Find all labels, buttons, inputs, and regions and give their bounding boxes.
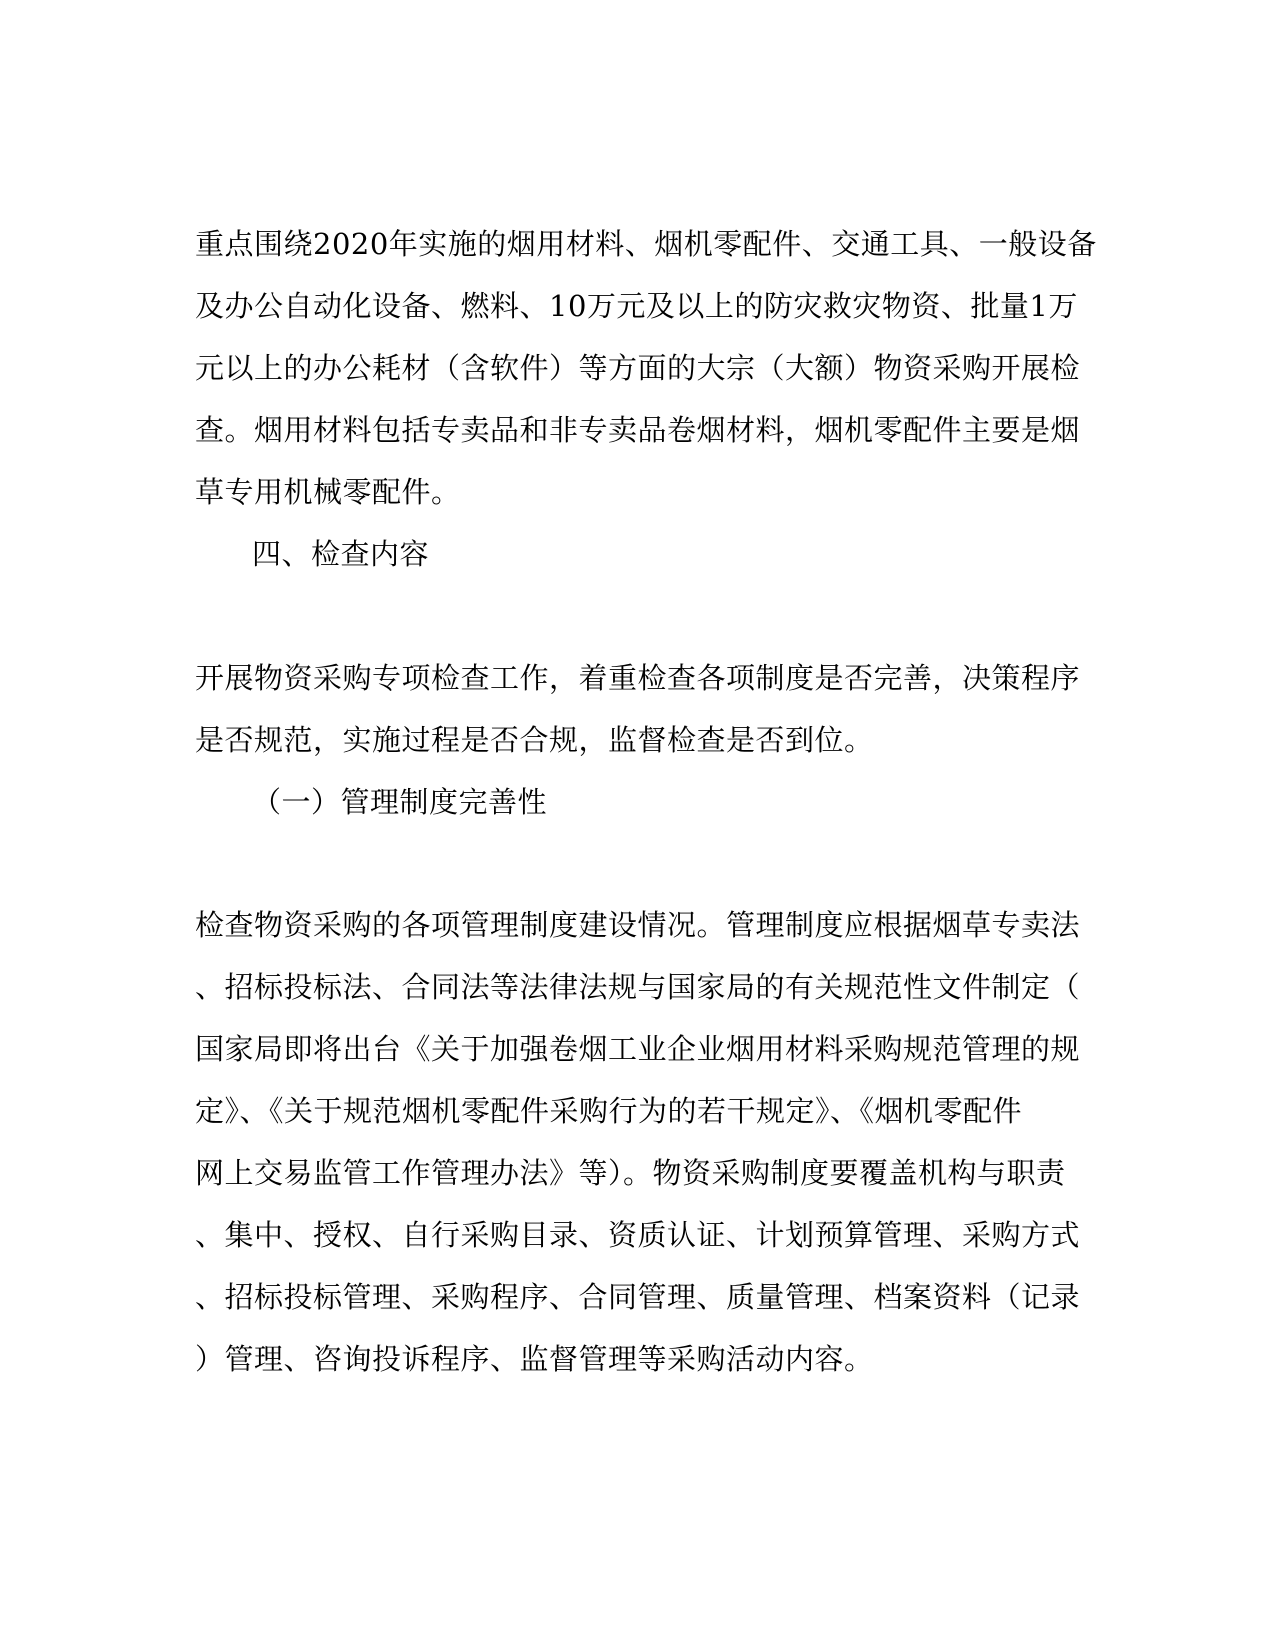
paragraph-line: ）管理、咨询投诉程序、监督管理等采购活动内容。 xyxy=(195,1342,874,1376)
paragraph-line: 元以上的办公耗材（含软件）等方面的大宗（大额）物资采购开展检 xyxy=(195,351,1081,385)
paragraph-line: 、招标投标法、合同法等法律法规与国家局的有关规范性文件制定（ xyxy=(195,970,1081,1004)
paragraph-line: 定》、《关于规范烟机零配件采购行为的若干规定》、《烟机零配件 xyxy=(195,1094,1023,1128)
paragraph-line: 检查物资采购的各项管理制度建设情况。管理制度应根据烟草专卖法 xyxy=(195,908,1081,942)
paragraph-line: 查。烟用材料包括专卖品和非专卖品卷烟材料，烟机零配件主要是烟 xyxy=(195,413,1081,447)
section-heading: 四、检查内容 xyxy=(252,537,430,571)
paragraph-line: 开展物资采购专项检查工作，着重检查各项制度是否完善，决策程序 xyxy=(195,661,1081,695)
paragraph-line: 、招标投标管理、采购程序、合同管理、质量管理、档案资料（记录 xyxy=(195,1280,1081,1314)
subsection-heading: （一）管理制度完善性 xyxy=(252,785,548,819)
paragraph-line: 及办公自动化设备、燃料、10万元及以上的防灾救灾物资、批量1万 xyxy=(195,289,1078,323)
paragraph-line: 是否规范，实施过程是否合规，监督检查是否到位。 xyxy=(195,723,874,757)
paragraph-line: 重点围绕2020年实施的烟用材料、烟机零配件、交通工具、一般设备 xyxy=(195,227,1097,261)
paragraph-line: 网上交易监管工作管理办法》等）。物资采购制度要覆盖机构与职责 xyxy=(195,1156,1066,1190)
paragraph-line: 、集中、授权、自行采购目录、资质认证、计划预算管理、采购方式 xyxy=(195,1218,1081,1252)
paragraph-line: 草专用机械零配件。 xyxy=(195,475,461,509)
paragraph-line: 国家局即将出台《关于加强卷烟工业企业烟用材料采购规范管理的规 xyxy=(195,1032,1081,1066)
